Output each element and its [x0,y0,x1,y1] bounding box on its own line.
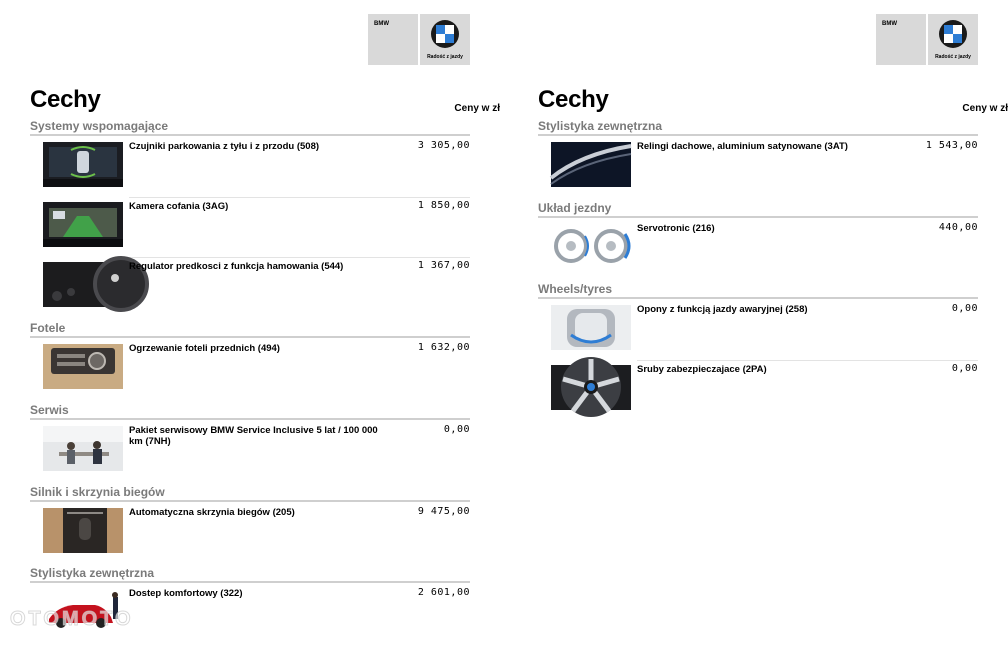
item-name: Automatyczna skrzynia biegów (205) [129,507,295,518]
page-title: Cechy [30,86,101,113]
brand-label: BMW [882,21,897,27]
list-item [30,258,470,318]
list-item [538,361,978,421]
item-name: Servotronic (216) [637,223,715,234]
item-name: Kamera cofania (3AG) [129,201,229,212]
run-flat-tyre-thumbnail [551,305,631,350]
section-title: Fotele [30,321,66,335]
gearbox-thumbnail [43,508,123,553]
section-divider [30,500,470,502]
item-price: 0,00 [951,303,978,314]
section-divider [538,297,978,299]
item-price: 440,00 [938,222,978,233]
list-item [30,340,470,400]
item-name: Ogrzewanie foteli przednich (494) [129,343,280,354]
section-divider [538,216,978,218]
item-name: Regulator predkosci z funkcja hamowania (544) [129,261,344,272]
locking-bolts-thumbnail [551,365,631,410]
section-title: Silnik i skrzynia biegów [30,485,165,499]
bmw-roundel-icon [431,20,459,48]
section-divider [538,134,978,136]
item-name: Sruby zabezpieczajace (2PA) [637,364,767,375]
rear-camera-thumbnail [43,202,123,247]
section-title: Stylistyka zewnętrzna [538,119,663,133]
item-price: 1 543,00 [925,140,978,151]
list-item [538,138,978,198]
right-page [538,0,1008,641]
item-name: Czujniki parkowania z tyłu i z przodu (508) [129,141,320,152]
seat-heating-thumbnail [43,344,123,389]
section-title: Systemy wspomagające [30,119,169,133]
section-title: Układ jezdny [538,201,612,215]
bmw-logo-box [368,14,470,65]
roof-rails-thumbnail [551,142,631,187]
list-item [30,198,470,258]
item-price: 1 632,00 [417,342,470,353]
item-price: 0,00 [443,424,470,435]
list-item [538,301,978,361]
section-title: Stylistyka zewnętrzna [30,566,155,580]
slogan: Radość z jazdy [935,54,971,60]
section-divider [30,581,470,583]
page-title: Cechy [538,86,609,113]
item-price: 9 475,00 [417,506,470,517]
item-price: 0,00 [951,363,978,374]
item-price: 1 367,00 [417,260,470,271]
brand-label: BMW [374,21,389,27]
item-name: Dostep komfortowy (322) [129,588,243,599]
price-header: Ceny w zł [454,103,500,114]
bmw-roundel-icon [939,20,967,48]
list-item [30,422,470,482]
cruise-control-thumbnail [43,262,123,307]
item-name: Opony z funkcją jazdy awaryjnej (258) [637,304,808,315]
item-price: 3 305,00 [417,140,470,151]
section-title: Wheels/tyres [538,282,613,296]
watermark: OTOMOTO [10,608,134,630]
list-item [538,220,978,280]
slogan: Radość z jazdy [427,54,463,60]
item-price: 1 850,00 [417,200,470,211]
service-thumbnail [43,426,123,471]
left-page [30,0,500,641]
section-title: Serwis [30,403,69,417]
section-divider [30,418,470,420]
list-item [30,504,470,564]
section-divider [30,134,470,136]
item-name: Relingi dachowe, aluminium satynowane (3AT) [637,141,848,152]
parking-sensors-thumbnail [43,142,123,187]
item-price: 2 601,00 [417,587,470,598]
item-name: Pakiet serwisowy BMW Service Inclusive 5 lat / 100 000 km (7NH) [129,425,378,447]
price-header: Ceny w zł [962,103,1008,114]
list-item [30,138,470,198]
servotronic-thumbnail [551,224,631,269]
section-divider [30,336,470,338]
bmw-logo-box [876,14,978,65]
